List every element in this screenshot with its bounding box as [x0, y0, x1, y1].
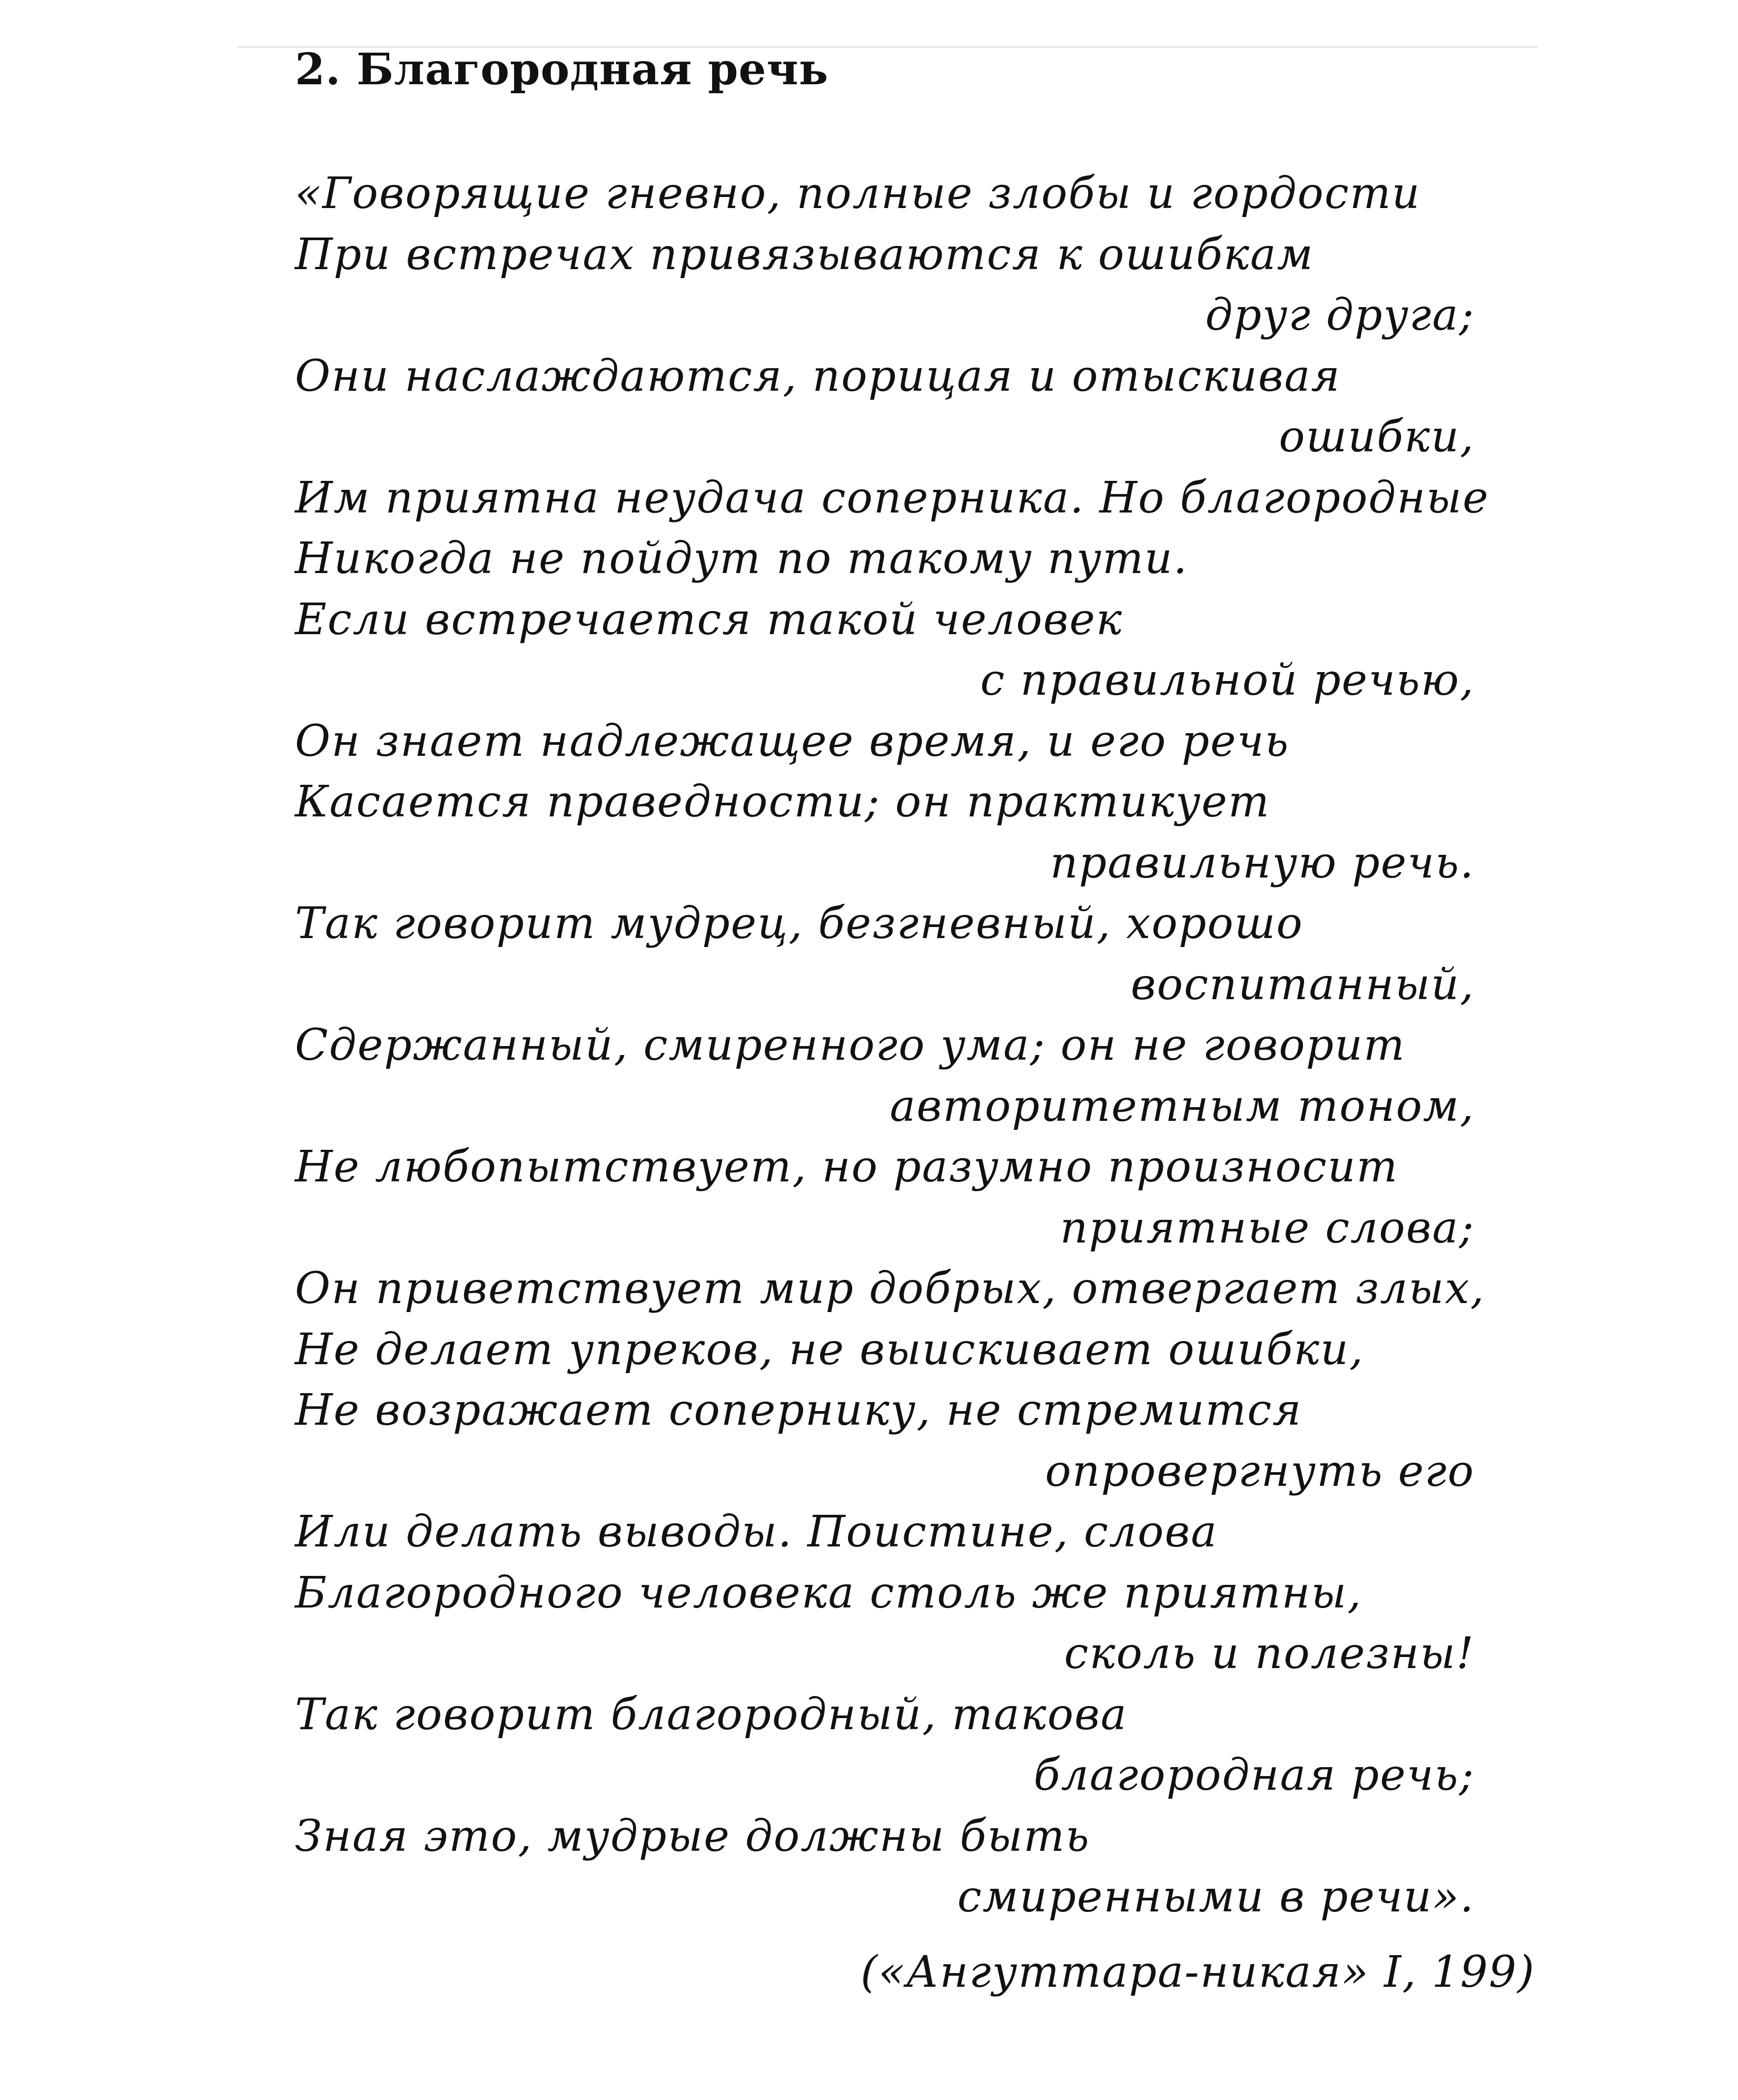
poem-line: Он знает надлежащее время, и его речь: [295, 716, 1290, 766]
poem-line: Касается праведности; он практикует: [295, 777, 1270, 827]
poem-line-continuation: друг друга;: [1205, 290, 1475, 340]
poem-line-continuation: благородная речь;: [1033, 1750, 1475, 1800]
poem-line: Если встречается такой человек: [295, 594, 1123, 645]
poem-line: Им приятна неудача соперника. Но благородные: [295, 472, 1489, 523]
section-title: 2. Благородная речь: [295, 44, 829, 95]
poem-line-continuation: приятные слова;: [1060, 1202, 1475, 1253]
poem-line-continuation: сколь и полезны!: [1064, 1629, 1475, 1679]
poem-text: [295, 163, 1489, 1928]
source-citation: («Ангуттара-никая» I, 199): [861, 1947, 1535, 1997]
poem-line: Не возражает сопернику, не стремится: [295, 1385, 1302, 1435]
poem-line: Так говорит благородный, такова: [295, 1689, 1128, 1740]
poem-line-continuation: воспитанный,: [1131, 959, 1475, 1010]
poem-line-continuation: опровергнуть его: [1045, 1446, 1475, 1496]
poem-line: Так говорит мудрец, безгневный, хорошо: [295, 899, 1303, 949]
poem-line: «Говорящие гневно, полные злобы и гордости: [295, 169, 1421, 219]
poem-line: Он приветствует мир добрых, отвергает злых,: [295, 1264, 1485, 1314]
poem-line-continuation: ошибки,: [1279, 412, 1475, 462]
poem-line: Благородного человека столь же приятны,: [295, 1567, 1362, 1618]
poem-line: Не любопытствует, но разумно произносит: [295, 1142, 1399, 1192]
poem-line-continuation: смиренными в речи».: [957, 1872, 1475, 1922]
poem-line: Не делает упреков, не выискивает ошибки,: [295, 1324, 1364, 1375]
poem-line-continuation: авторитетным тоном,: [890, 1081, 1475, 1131]
poem-line: Или делать выводы. Поистине, слова: [295, 1507, 1218, 1557]
poem-line: Никогда не пойдут по такому пути.: [295, 534, 1188, 584]
poem-line: При встречах привязываются к ошибкам: [295, 229, 1314, 280]
poem-line-continuation: с правильной речью,: [980, 655, 1475, 705]
poem-line: Сдержанный, смиренного ума; он не говорит: [295, 1020, 1406, 1070]
poem-line: Зная это, мудрые должны быть: [295, 1811, 1090, 1861]
poem-line: Они наслаждаются, порицая и отыскивая: [295, 351, 1341, 401]
poem-line-continuation: правильную речь.: [1050, 837, 1475, 888]
